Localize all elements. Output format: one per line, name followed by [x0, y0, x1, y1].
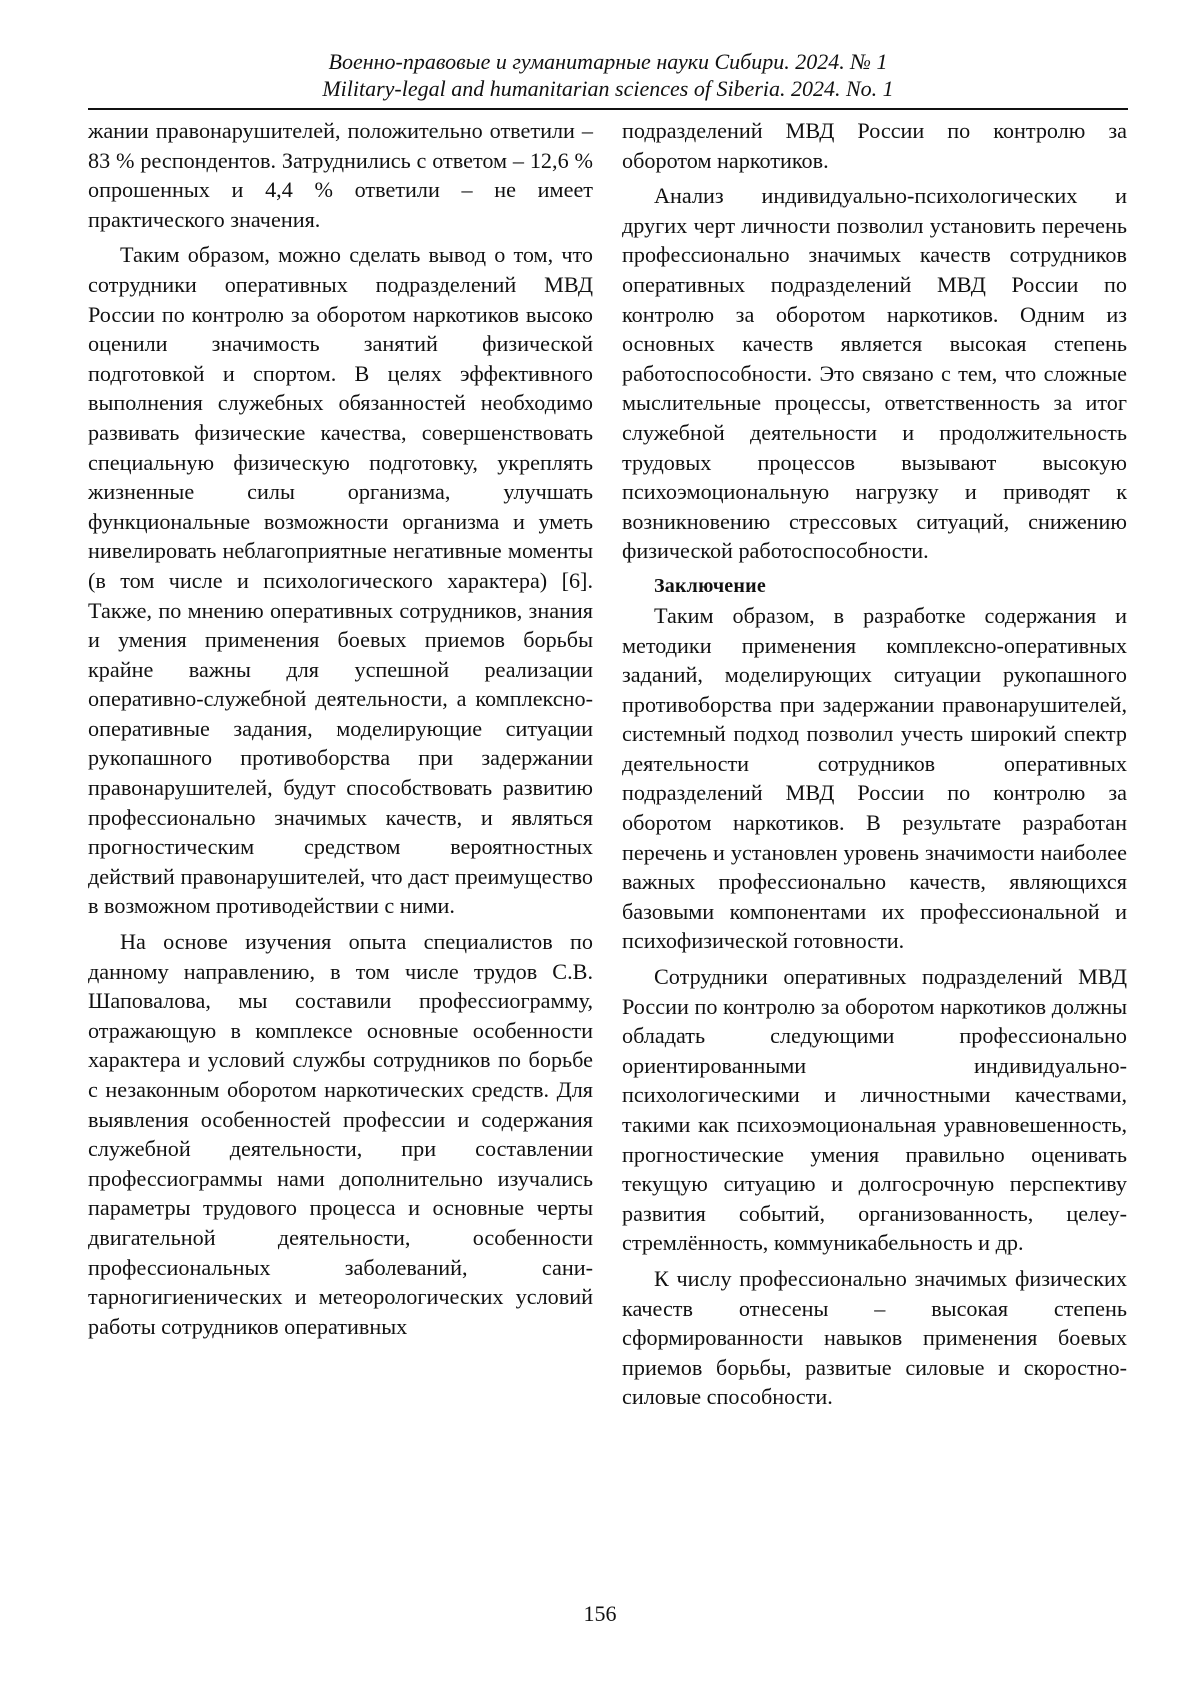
page-number: 156	[583, 1601, 617, 1626]
paragraph: Таким образом, в разработке содержания и методики применения комплексно-оперативных заданий, моделирующих ситуации рукопашного противоборства при задержании правонарушителей, системный подход позволил учесть широкий спектр деятельности сотрудников оперативных подразделений МВД России по контролю за оборотом наркотиков. В результате разработан перечень и установлен уровень значимости наиболее важных профессионально качеств, являющихся базовыми компонентами их профессиональной и психофизической готовности.	[622, 602, 1127, 954]
paragraph: Сотрудники оперативных подразделений МВД России по контролю за оборотом наркотиков должны обладать следующими профессионально ориентированными индивидуально-психологическими и личностными качествами, такими как психоэмоциональная уравновешенность, прогностические умения правильно оценивать текущую ситуацию и долгосрочную перспективу развития событий, организованность, целеустремлённость, коммуникабельность и др.	[622, 964, 1127, 1256]
right-column	[622, 116, 1127, 1412]
paragraph: подразделений МВД России по контролю за оборотом наркотиков.	[622, 118, 1127, 173]
header-divider	[88, 108, 1128, 110]
journal-title-en: Military-legal and humanitarian sciences of Siberia. 2024. No. 1	[322, 76, 894, 101]
journal-title-ru: Военно-правовые и гуманитарные науки Сибири. 2024. № 1	[328, 49, 888, 74]
paragraph: Анализ индивидуально-психологических и других черт личности позволил установить перечень профессионально значимых качеств сотрудников оперативных подразделений МВД России по контролю за оборотом наркотиков. Одним из основных качеств является высокая степень работоспособности. Это связано с тем, что сложные мыслительные процессы, ответственность за итог служебной деятельности и продолжительность трудовых процессов вызывают высокую психоэмоциональную нагрузку и приводят к возникновению стрессовых ситуаций, снижению физической работоспособности.	[622, 183, 1127, 564]
section-heading: Заключение	[654, 574, 766, 597]
left-column	[88, 116, 593, 1341]
paragraph: жании правонарушителей, положительно ответили – 83 % респондентов. Затруднились с ответом – 12,6 % опрошенных и 4,4 % ответили – не имеет практического значения.	[88, 118, 593, 232]
paragraph: Таким образом, можно сделать вывод о том, что сотрудники оперативных подразделений МВД России по контролю за оборотом наркотиков высоко оценили значимость занятий физической подготовкой и спортом. В целях эффективного выполнения служебных обязанностей необходимо развивать физические качества, совершенствовать специальную физическую подготовку, укреплять жизненные силы организма, улучшать функциональные возможности организма и уметь нивелировать неблагоприятные негативные моменты (в том числе и психологического характера) [6]. Также, по мнению оперативных сотрудников, знания и умения применения боевых приемов борьбы крайне важны для успешной реализации оперативно-служебной деятельности, а комплексно-оперативные задания, моделирующие ситуации рукопашного противоборства при задержании правонарушителей, будут способствовать развитию профессионально значимых качеств, и являться прогностическим средством вероятностных действий правонарушителей, что даст преимущество в возможном противодействии с ними.	[88, 242, 593, 919]
running-header	[88, 48, 1128, 102]
paragraph: К числу профессионально значимых физических качеств отнесены – высокая степень сформированности навыков применения боевых приемов борьбы, развитые силовые и скоростно-силовые способности.	[622, 1265, 1127, 1410]
paragraph: На основе изучения опыта специалистов по данному направлению, в том числе трудов С.В. Шаповалова, мы составили профессиограмму, отражающую в комплексе основные особенности характера и условий службы сотрудников по борьбе с незаконным оборотом наркотических средств. Для выявления особенностей профессии и содержания служебной деятельности, при составлении профессиограммы нами дополнительно изучались параметры трудового процесса и основные черты двигательной деятельности, особенности профессиональных заболеваний, санитарногигиенических и метеорологических условий работы сотрудников оперативных	[88, 929, 593, 1339]
